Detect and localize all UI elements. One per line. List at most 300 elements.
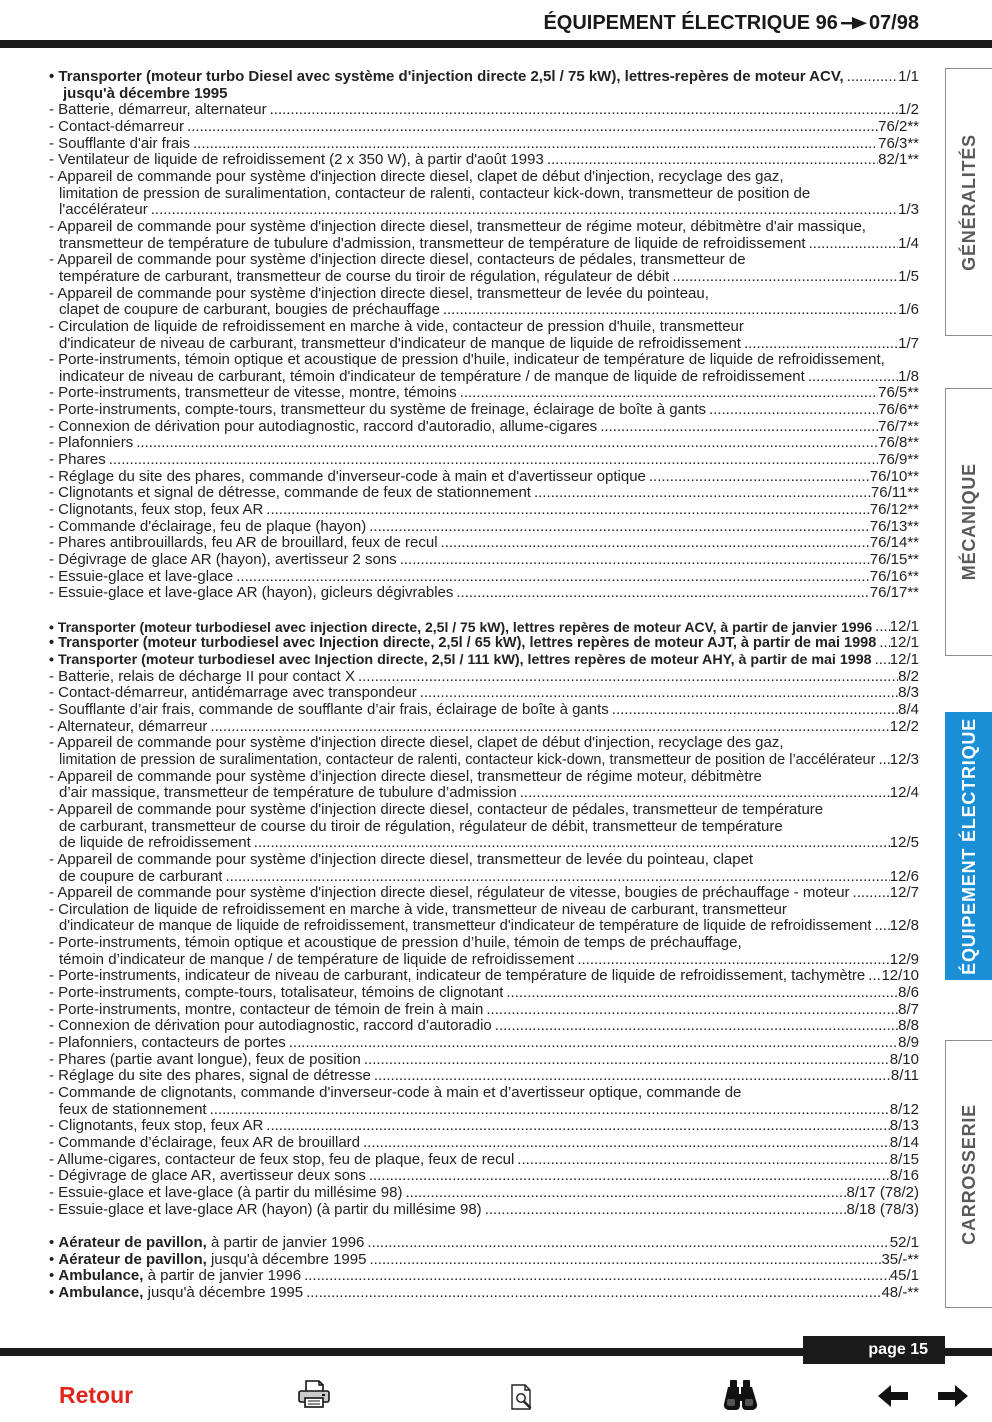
page-reference: 12/4: [889, 784, 919, 802]
tab-mecanique[interactable]: [945, 388, 992, 656]
dot-leader: [366, 1168, 890, 1185]
page-reference: 8/16: [889, 1167, 919, 1185]
toc-entry[interactable]: [49, 1135, 919, 1152]
toc-entry-line[interactable]: [49, 86, 919, 103]
entry-label: [49, 719, 207, 736]
entry-text: - Circulation de liquide de refroidissement en marche à vide, transmetteur de niveau de carburant, transmetteur: [49, 901, 787, 918]
entry-label: [49, 769, 762, 786]
toc-entry-line[interactable]: [49, 319, 919, 336]
toc-entry[interactable]: [49, 685, 919, 702]
entry-text: - Alternateur, démarreur: [49, 718, 208, 735]
toc-entry[interactable]: [49, 452, 919, 469]
toc-entry[interactable]: [49, 619, 919, 636]
entry-label: [59, 1102, 207, 1119]
toc-entry[interactable]: [49, 1052, 919, 1069]
page-reference: 12/7: [889, 884, 919, 902]
dot-leader: [844, 69, 898, 86]
dot-leader: [483, 1002, 898, 1019]
toc-entry[interactable]: [49, 985, 919, 1002]
entry-text: - Essuie-glace et lave-glace: [49, 568, 234, 585]
dot-leader: [517, 785, 890, 802]
entry-label: [63, 86, 227, 103]
page-reference: 8/3: [898, 684, 919, 702]
entry-label: [59, 835, 251, 852]
toc-entry[interactable]: [49, 1102, 919, 1119]
toc-entry[interactable]: [49, 1002, 919, 1019]
entry-text: de carburant, transmetteur de course du tiroir de régulation, régulateur de débit, transmetteur de température: [59, 818, 783, 835]
toc-entry[interactable]: [49, 968, 919, 985]
toc-entry[interactable]: [49, 69, 919, 86]
entry-label: [59, 236, 806, 253]
entry-text: l'accélérateur: [59, 202, 148, 219]
dot-leader: [482, 1202, 847, 1219]
toc-entry-line[interactable]: [49, 819, 919, 836]
entry-label: [49, 1202, 482, 1219]
entry-label: [59, 336, 741, 353]
entry-text: - Porte-instruments, compte-tours, totalisateur, témoins de clignotant: [49, 985, 504, 1002]
entry-label: [49, 685, 417, 702]
toc-entry[interactable]: [49, 402, 919, 419]
page-reference: 12/1: [889, 617, 919, 635]
entry-text: - Essuie-glace et lave-glace AR (hayon), gicleurs dégivrables: [49, 585, 454, 602]
toc-entry[interactable]: [49, 302, 919, 319]
page-reference: 8/10: [889, 1050, 919, 1068]
toc-entry[interactable]: [49, 1235, 919, 1252]
entry-text: - Dégivrage de glace AR, avertisseur deux sons: [49, 1168, 366, 1185]
toc-entry[interactable]: [49, 702, 919, 719]
toc-entry-line[interactable]: [49, 169, 919, 186]
entry-text: - Commande d'éclairage, feu de plaque (hayon): [49, 518, 367, 535]
toc-entry[interactable]: [49, 869, 919, 886]
entry-label: [49, 535, 438, 552]
dot-leader: [646, 469, 870, 486]
dot-leader: [366, 519, 870, 536]
dot-leader: [741, 336, 898, 353]
dot-leader: [457, 385, 878, 402]
toc-entry-line[interactable]: [49, 852, 919, 869]
dot-leader: [850, 885, 890, 902]
arrow-right-icon: [841, 16, 867, 30]
entry-text: - Soufflante d'air frais: [49, 135, 190, 152]
printer-icon[interactable]: [297, 1379, 331, 1409]
entry-label: [49, 136, 190, 153]
entry-title: Aérateur de pavillon,: [58, 1234, 207, 1251]
toc-entry[interactable]: [49, 1152, 919, 1169]
toc-entry[interactable]: [49, 119, 919, 136]
page-reference: 76/15**: [869, 551, 919, 569]
entry-text: de liquide de refroidissement: [59, 835, 251, 852]
entry-label: [59, 302, 440, 319]
toc-entry[interactable]: [49, 1018, 919, 1035]
toc-entry-line[interactable]: [49, 935, 919, 952]
page-reference: 1/7: [898, 334, 919, 352]
toc-entry[interactable]: [49, 785, 919, 802]
toc-entry[interactable]: [49, 136, 919, 153]
entry-text: - Réglage du site des phares, commande d'inverseur-code à main et d'avertisseur optique: [49, 468, 646, 485]
entry-text: - Plafonniers: [49, 435, 134, 452]
toc-entry[interactable]: [49, 502, 919, 519]
entry-title: Ambulance,: [58, 1284, 144, 1301]
toc-entry[interactable]: [49, 385, 919, 402]
entry-label: [49, 968, 865, 985]
entry-label: [49, 219, 866, 236]
entry-label: [49, 1235, 364, 1252]
toc-entry[interactable]: [49, 152, 919, 169]
entry-label: [49, 669, 355, 686]
dot-leader: [303, 1285, 881, 1302]
entry-label: [49, 585, 453, 602]
entry-text: de coupure de carburant: [59, 868, 223, 885]
page-reference: 12/9: [889, 950, 919, 968]
toc-entry[interactable]: [49, 269, 919, 286]
entry-text: clapet de coupure de carburant, bougies de préchauffage: [59, 302, 440, 319]
entry-text: - Phares (partie avant longue), feux de position: [49, 1051, 361, 1068]
entry-text: - Plafonniers, contacteurs de portes: [49, 1035, 286, 1052]
entry-text: - Appareil de commande pour système d'injection directe diesel, clapet de début d'injection, recyclage des gaz,: [49, 735, 784, 752]
toc-entry-line[interactable]: [49, 352, 919, 369]
entry-text: - Allume-cigares, contacteur de feux stop, feu de plaque, feux de recul: [49, 1151, 515, 1168]
entry-text: - Porte-instruments, transmetteur de vitesse, montre, témoins: [49, 385, 457, 402]
page-reference: 76/12**: [869, 501, 919, 519]
tab-equipement-electrique[interactable]: [945, 712, 992, 980]
page-reference: 12/10: [881, 967, 919, 985]
toc-entry[interactable]: [49, 1202, 919, 1219]
entry-text: - Commande d’éclairage, feux AR de brouillard: [49, 1135, 360, 1151]
entry-label: [49, 569, 233, 586]
page-reference: 8/12: [889, 1100, 919, 1118]
page-reference: 12/1: [889, 634, 919, 652]
toc-entry[interactable]: [49, 552, 919, 569]
entry-text: - Porte-instruments, indicateur de niveau de carburant, indicateur de température de liquide de refroidissement, tachymètre: [49, 968, 866, 985]
table-of-contents: [49, 69, 919, 1302]
dot-leader: [417, 685, 898, 702]
dot-leader: [806, 236, 899, 253]
toc-section: [49, 69, 919, 602]
toc-entry-line[interactable]: [49, 286, 919, 303]
entry-text: - Essuie-glace et lave-glace AR (hayon) (à partir du millésime 98): [49, 1201, 482, 1218]
toc-entry[interactable]: [49, 885, 919, 902]
entry-text: - Soufflante d’air frais, commande de soufflante d’air frais, éclairage de boîte à gants: [49, 701, 609, 718]
toc-entry[interactable]: [49, 1252, 919, 1269]
dot-leader: [301, 1268, 890, 1285]
page-reference: 76/9**: [878, 451, 919, 469]
dot-leader: [876, 635, 889, 652]
page-reference: 35/-**: [881, 1250, 919, 1268]
entry-label: [49, 702, 609, 719]
toc-section: [49, 619, 919, 1219]
entry-label: [49, 1168, 366, 1185]
toc-entry[interactable]: [49, 1118, 919, 1135]
dot-leader: [233, 569, 870, 586]
entry-text: d'indicateur de manque de liquide de refroidissement, transmetteur d'indicateur de température de liquide de refroidissement: [59, 918, 872, 935]
dot-leader: [267, 102, 899, 119]
toc-entry[interactable]: [49, 469, 919, 486]
entry-text: - Essuie-glace et lave-glace (à partir du millésime 98): [49, 1184, 403, 1201]
back-link[interactable]: Retour: [59, 1382, 134, 1408]
page-reference: 76/2**: [878, 117, 919, 135]
page-reference: 76/11**: [870, 484, 919, 502]
page-reference: 76/17**: [869, 584, 919, 602]
toc-entry[interactable]: [49, 102, 919, 119]
page-reference: 76/5**: [878, 384, 919, 402]
entry-label: [49, 1085, 741, 1102]
entry-label: [49, 502, 263, 519]
entry-label: [59, 785, 517, 802]
toc-entry[interactable]: [49, 835, 919, 852]
entry-text: limitation de pression de suralimentation, contacteur de ralenti, contacteur kick-down, transmetteur de position de l’accélérateur: [59, 751, 876, 768]
entry-text: indicateur de niveau de carburant, témoin d'indicateur de température / de manque de liquide de refroidissement: [59, 368, 805, 385]
entry-label: [49, 619, 872, 636]
dot-leader: [364, 1235, 889, 1252]
toc-entry[interactable]: [49, 485, 919, 502]
entry-text: - Porte-instruments, montre, contacteur de témoin de frein à main: [49, 1001, 484, 1018]
entry-label: [49, 1118, 263, 1135]
toc-entry[interactable]: [49, 585, 919, 602]
toc-entry-line[interactable]: [49, 186, 919, 203]
toc-entry[interactable]: [49, 1285, 919, 1302]
entry-marker: •: [49, 1234, 59, 1251]
entry-title: • Transporter (moteur turbodiesel avec injection directe, 2,5l / 75 kW), lettres repères de moteur ACV, à partir de janvier 1996: [49, 618, 873, 635]
entry-label: [59, 269, 669, 286]
arrow-right-icon[interactable]: [937, 1384, 969, 1408]
entry-label: [49, 1252, 366, 1269]
toc-entry[interactable]: [49, 952, 919, 969]
entry-text: à partir de janvier 1996: [143, 1268, 302, 1285]
dot-leader: [207, 719, 889, 736]
entry-text: jusqu'à décembre 1995: [206, 1251, 367, 1268]
entry-title: jusqu'à décembre 1995: [63, 85, 228, 102]
entry-text: - Clignotants, feux stop, feux AR: [49, 1118, 264, 1135]
entry-label: [49, 802, 823, 819]
entry-label: [49, 1068, 371, 1085]
dot-leader: [207, 1102, 890, 1119]
entry-label: [49, 252, 746, 269]
tab-label: ÉQUIPEMENT ÉLECTRIQUE: [958, 717, 979, 975]
dot-leader: [402, 1185, 846, 1202]
toc-entry[interactable]: [49, 236, 919, 253]
entry-label: [49, 935, 742, 952]
entry-label: [49, 469, 646, 486]
page-reference: 48/-**: [881, 1283, 919, 1301]
arrow-left-icon[interactable]: [877, 1384, 909, 1408]
page-reference: 12/2: [889, 717, 919, 735]
page-reference: 12/3: [889, 750, 919, 768]
page-reference: 82/1**: [878, 151, 919, 169]
entry-label: [49, 419, 597, 436]
toc-entry-line[interactable]: [49, 1085, 919, 1102]
entry-label: [49, 119, 184, 136]
tab-carrosserie[interactable]: [945, 1040, 992, 1308]
entry-text: - Appareil de commande pour système d'injection directe diesel, contacteur de pédales, transmetteur de température: [49, 801, 824, 818]
dot-leader: [871, 918, 889, 935]
entry-text: - Connexion de dérivation pour autodiagnostic, raccord d’autoradio: [49, 1018, 492, 1035]
dot-leader: [875, 752, 889, 769]
dot-leader: [355, 669, 898, 686]
dot-leader: [544, 152, 878, 169]
toc-entry-line[interactable]: [49, 802, 919, 819]
entry-label: [49, 635, 876, 652]
page-reference: 8/8: [898, 1017, 919, 1035]
entry-text: - Contact-démarreur: [49, 118, 185, 135]
page-reference: 8/17 (78/2): [846, 1183, 919, 1201]
dot-leader: [360, 1135, 890, 1152]
page-reference: 8/6: [898, 984, 919, 1002]
dot-leader: [366, 1252, 881, 1269]
toc-entry[interactable]: [49, 1185, 919, 1202]
entry-label: [49, 1035, 286, 1052]
page-reference: 8/2: [898, 667, 919, 685]
page-reference: 76/8**: [878, 434, 919, 452]
toc-entry[interactable]: [49, 202, 919, 219]
entry-text: - Ventilateur de liquide de refroidissement (2 x 350 W), à partir d'août 1993: [49, 152, 544, 169]
toc-entry[interactable]: [49, 652, 919, 669]
entry-text: - Appareil de commande pour système d'injection directe diesel, régulateur de vitesse, bougies de préchauffage - moteur: [49, 885, 850, 902]
page-reference: 1/3: [898, 201, 919, 219]
toc-section: [49, 1235, 919, 1302]
entry-label: [49, 69, 844, 86]
dot-leader: [597, 419, 878, 436]
dot-leader: [669, 269, 898, 286]
dot-leader: [706, 402, 878, 419]
toc-entry-line[interactable]: [49, 769, 919, 786]
toc-entry[interactable]: [49, 535, 919, 552]
page-reference: 1/5: [898, 267, 919, 285]
toc-entry-line[interactable]: [49, 252, 919, 269]
page-header: [543, 11, 919, 35]
entry-text: à partir de janvier 1996: [206, 1234, 365, 1251]
entry-label: [49, 1152, 514, 1169]
entry-label: [49, 1135, 360, 1152]
dot-leader: [222, 869, 889, 886]
page-reference: 12/6: [889, 867, 919, 885]
tab-label: GÉNÉRALITÉS: [958, 133, 979, 271]
toc-entry[interactable]: [49, 719, 919, 736]
zoom-page-icon[interactable]: [509, 1383, 537, 1411]
dot-leader: [872, 652, 890, 669]
dot-leader: [251, 835, 890, 852]
dot-leader: [609, 702, 898, 719]
dot-leader: [361, 1052, 890, 1069]
entry-label: [59, 369, 805, 386]
entry-marker: •: [49, 1284, 59, 1301]
toc-entry[interactable]: [49, 1068, 919, 1085]
toc-entry[interactable]: [49, 336, 919, 353]
toc-entry[interactable]: [49, 369, 919, 386]
entry-label: [49, 402, 706, 419]
entry-label: [49, 452, 106, 469]
entry-label: [59, 819, 783, 836]
header-title-end: 07/98: [868, 12, 919, 34]
toc-entry-line[interactable]: [49, 735, 919, 752]
dot-leader: [438, 535, 870, 552]
entry-text: - Appareil de commande pour système d'injection directe diesel, clapet de début d'injection, recyclage des gaz,: [49, 168, 784, 185]
dot-leader: [263, 502, 870, 519]
entry-text: d'indicateur de niveau de carburant, transmetteur d'indicateur de manque de liquide de refroidissement: [59, 335, 741, 352]
toc-entry[interactable]: [49, 635, 919, 652]
toc-entry[interactable]: [49, 419, 919, 436]
entry-label: [49, 519, 366, 536]
entry-label: [49, 552, 397, 569]
entry-label: [49, 1268, 301, 1285]
toc-entry[interactable]: [49, 569, 919, 586]
entry-title: Aérateur de pavillon,: [58, 1251, 207, 1268]
entry-text: - Commande de clignotants, commande d'inverseur-code à main et d’avertisseur optique, commande de: [49, 1085, 742, 1102]
entry-text: feux de stationnement: [59, 1101, 207, 1118]
entry-text: - Appareil de commande pour système d'injection directe diesel, contacteurs de pédales, transmetteur de: [49, 252, 746, 269]
dot-leader: [440, 302, 898, 319]
toc-entry[interactable]: [49, 519, 919, 536]
toc-entry[interactable]: [49, 918, 919, 935]
page-reference: 76/16**: [869, 567, 919, 585]
dot-leader: [503, 985, 898, 1002]
page-reference: 45/1: [889, 1267, 919, 1285]
page-reference: 52/1: [889, 1233, 919, 1251]
entry-text: - Dégivrage de glace AR (hayon), avertisseur 2 sons: [49, 552, 397, 569]
page-reference: 8/13: [889, 1117, 919, 1135]
toc-entry[interactable]: [49, 669, 919, 686]
entry-label: [49, 1052, 361, 1069]
page-reference: 1/2: [898, 101, 919, 119]
toc-entry[interactable]: [49, 1168, 919, 1185]
entry-label: [49, 652, 872, 669]
entry-title: Ambulance,: [58, 1268, 144, 1285]
dot-leader: [106, 452, 878, 469]
header-rule: [0, 40, 992, 48]
page-reference: 76/6**: [878, 401, 919, 419]
entry-label: [59, 952, 574, 969]
dot-leader: [865, 968, 881, 985]
entry-label: [49, 352, 885, 369]
page-reference: 8/11: [890, 1067, 919, 1085]
entry-label: [59, 869, 222, 886]
tab-generalites[interactable]: [945, 68, 992, 336]
toc-entry-line[interactable]: [49, 902, 919, 919]
tab-label: CARROSSERIE: [958, 1103, 979, 1245]
binoculars-icon[interactable]: [722, 1379, 758, 1411]
toc-entry[interactable]: [49, 435, 919, 452]
entry-title: • Transporter (moteur turbo Diesel avec système d'injection directe 2,5l / 75 kW), lettres-repères de moteur ACV,: [49, 69, 844, 85]
dot-leader: [133, 435, 878, 452]
page-reference: 76/14**: [869, 534, 919, 552]
toc-entry-line[interactable]: [49, 219, 919, 236]
entry-text: - Porte-instruments, compte-tours, transmetteur du système de freinage, éclairage de boîte à gants: [49, 402, 706, 419]
dot-leader: [190, 136, 878, 153]
entry-label: [49, 885, 850, 902]
page-reference: 1/1: [898, 68, 919, 85]
dot-leader: [492, 1018, 898, 1035]
page-reference: 76/7**: [878, 417, 919, 435]
entry-text: - Réglage du site des phares, signal de détresse: [49, 1068, 371, 1085]
entry-text: - Appareil de commande pour système d’injection directe diesel, transmetteur de régime moteur, débitmètre: [49, 768, 762, 785]
page-reference: 12/8: [889, 917, 919, 935]
entry-text: - Appareil de commande pour système d'injection directe diesel, transmetteur de levée du pointeau,: [49, 285, 709, 302]
entry-text: limitation de pression de suralimentation, contacteur de ralenti, contacteur kick-down, transmetteur de position de: [59, 185, 811, 202]
entry-label: [49, 1285, 303, 1302]
page-reference: 76/10**: [869, 467, 919, 485]
dot-leader: [872, 619, 890, 636]
entry-label: [49, 735, 783, 752]
toc-entry[interactable]: [49, 1268, 919, 1285]
entry-text: - Batterie, relais de décharge II pour contact X: [49, 668, 355, 685]
entry-text: d’air massique, transmetteur de température de tubulure d’admission: [59, 785, 517, 802]
dot-leader: [148, 202, 898, 219]
entry-text: - Appareil de commande pour système d'injection directe diesel, transmetteur de régime moteur, débitmètre d'air massique,: [49, 218, 866, 235]
dot-leader: [514, 1152, 890, 1169]
entry-text: témoin d’indicateur de manque / de température de liquide de refroidissement: [59, 951, 575, 968]
toc-entry[interactable]: [49, 1035, 919, 1052]
entry-label: [49, 1018, 492, 1035]
toc-entry[interactable]: [49, 752, 919, 769]
